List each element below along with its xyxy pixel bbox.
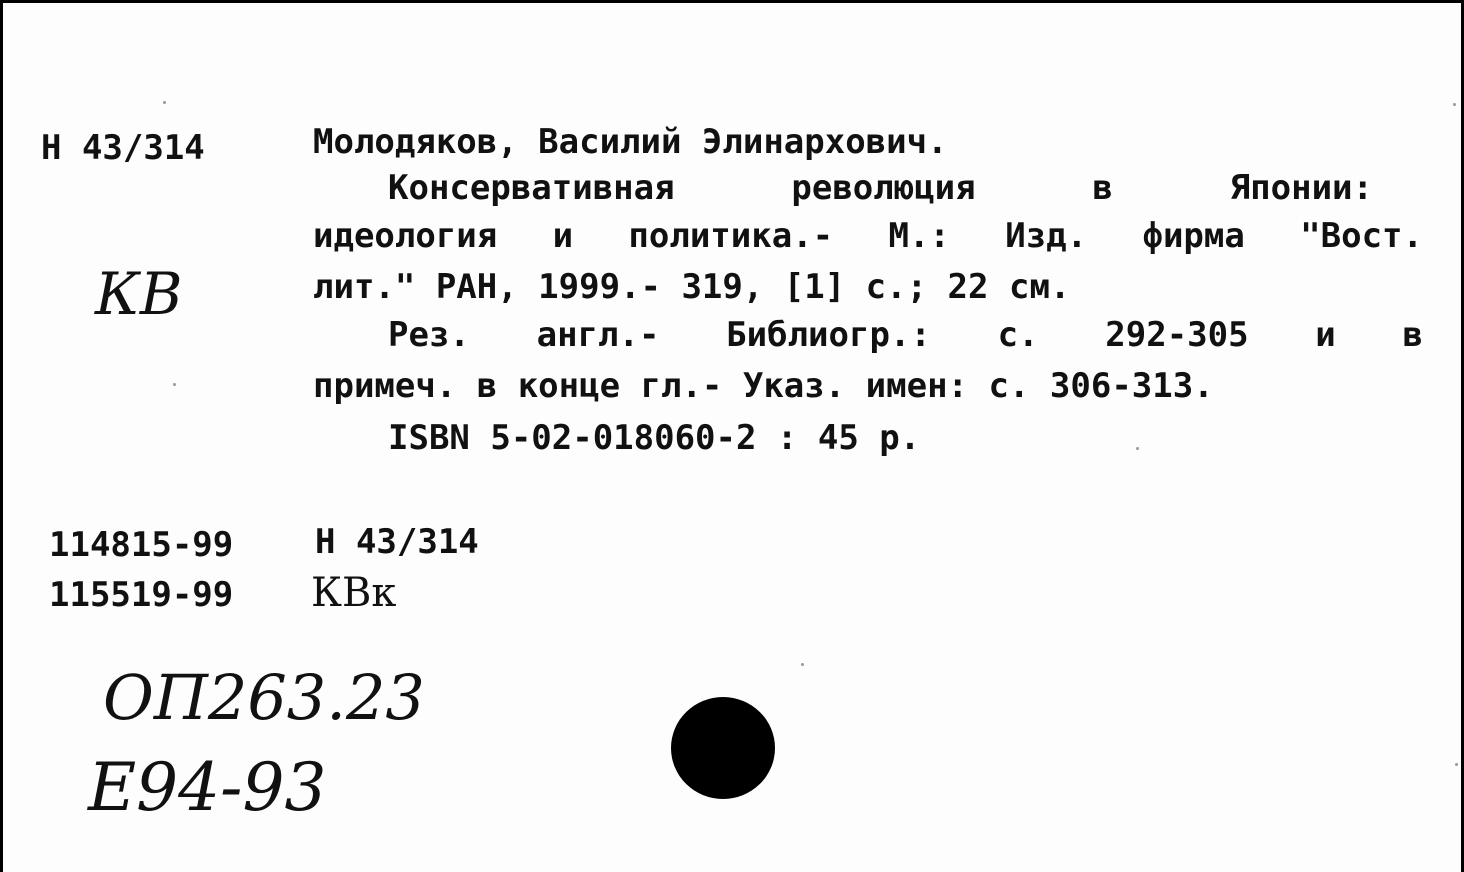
title-line-2: идеология и политика.- М.: Изд. фирма "Вост. [313,216,1423,256]
scan-speck [1453,103,1456,106]
handwritten-code-2: Е94-93 [88,749,327,826]
notes-line-1: Рез. англ.- Библиогр.: с. 292-305 и в [388,315,1423,355]
inventory-number-2: 115519-99 [49,575,234,615]
isbn-line: ISBN 5-02-018060-2 : 45 р. [388,418,921,458]
title-line-3: лит." РАН, 1999.- 319, [1] с.; 22 см. [313,267,1071,307]
scan-speck [1136,447,1139,450]
title-line-1: Консервативная революция в Японии: [388,168,1373,208]
call-number: Н 43/314 [41,128,205,168]
scan-speck [801,663,804,666]
author-heading: Молодяков, Василий Элинархович. [313,122,948,162]
handwritten-mark: КВ [95,260,183,328]
notes-line-2: примеч. в конце гл.- Указ. имен: с. 306-313. [313,366,1214,406]
scan-speck [163,101,166,104]
handwritten-code-1: ОП263.23 [103,661,425,734]
inventory-location-1: Н 43/314 [315,522,479,562]
scan-speck [1455,763,1458,766]
inventory-number-1: 114815-99 [49,525,234,565]
punch-hole [671,697,775,799]
scan-speck [173,383,176,386]
inventory-location-2: КВк [311,570,397,616]
